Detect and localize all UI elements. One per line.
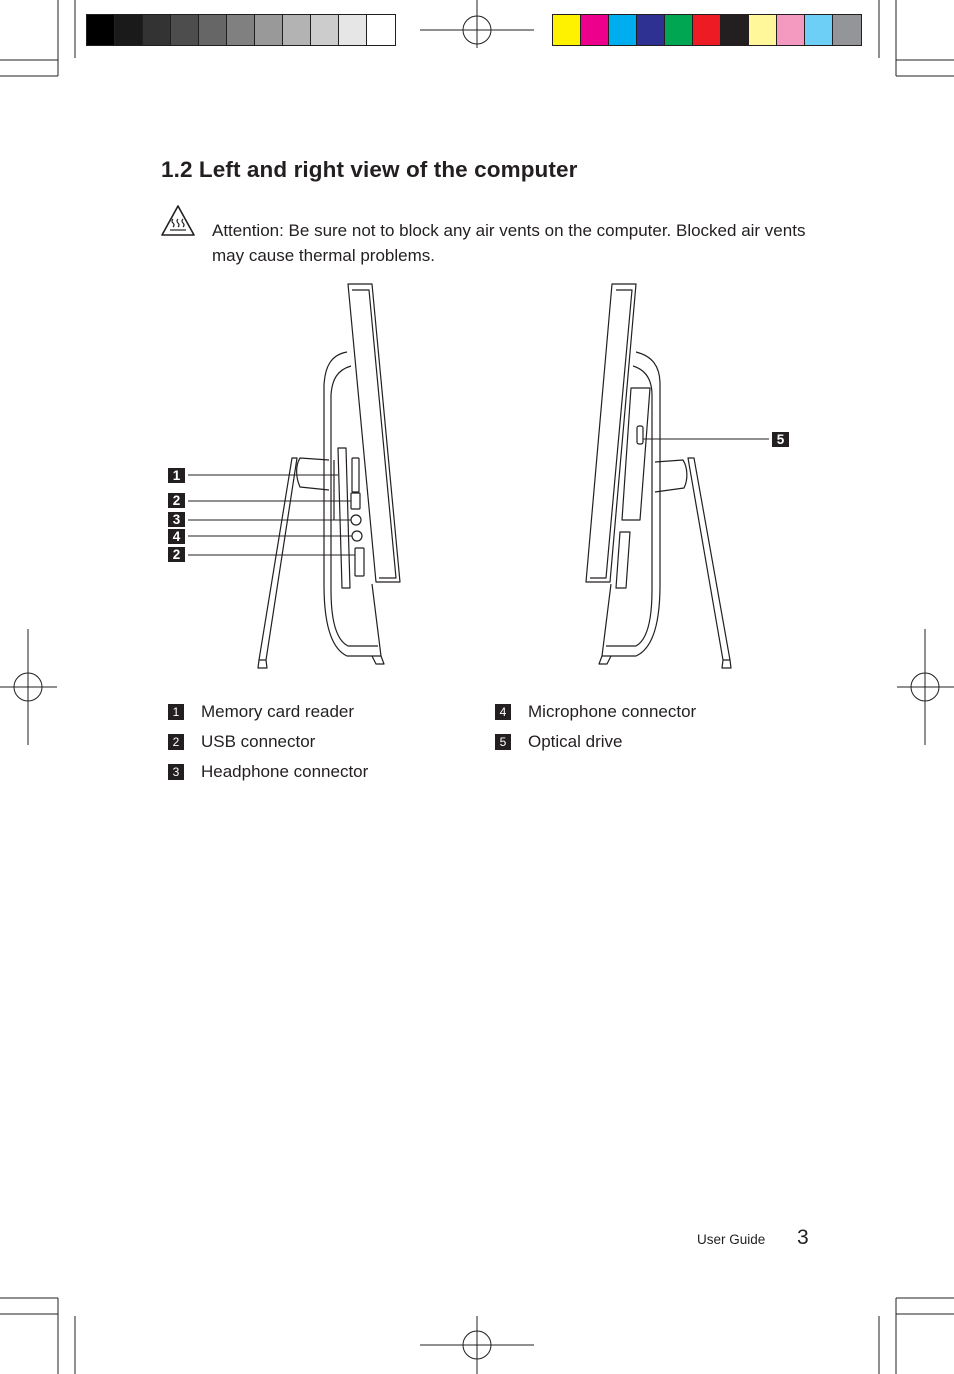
callout-2-lower: 2 — [168, 547, 185, 562]
callout-3: 3 — [168, 512, 185, 527]
callout-4: 4 — [168, 529, 185, 544]
attention-label: Attention: — [212, 221, 284, 240]
page-title: 1.2 Left and right view of the computer — [161, 157, 578, 182]
callout-2: 2 — [168, 493, 185, 508]
callout-5: 5 — [772, 432, 789, 447]
legend-num: 3 — [168, 764, 184, 780]
callout-1: 1 — [168, 468, 185, 483]
legend-label: Microphone connector — [528, 702, 697, 721]
footer-label: User Guide — [697, 1232, 766, 1247]
attention-text: Be sure not to block any air vents on the computer. Blocked air vents may cause thermal problems. — [212, 221, 806, 265]
right-side-view — [586, 284, 731, 668]
legend-label: Memory card reader — [201, 702, 355, 721]
legend-label: USB connector — [201, 732, 316, 751]
legend-label: Headphone connector — [201, 762, 369, 781]
left-side-view — [258, 284, 400, 668]
legend-label: Optical drive — [528, 732, 623, 751]
legend-num: 1 — [168, 704, 184, 720]
legend-num: 5 — [495, 734, 511, 750]
legend-num: 4 — [495, 704, 511, 720]
page-number: 3 — [797, 1226, 809, 1249]
legend-num: 2 — [168, 734, 184, 750]
